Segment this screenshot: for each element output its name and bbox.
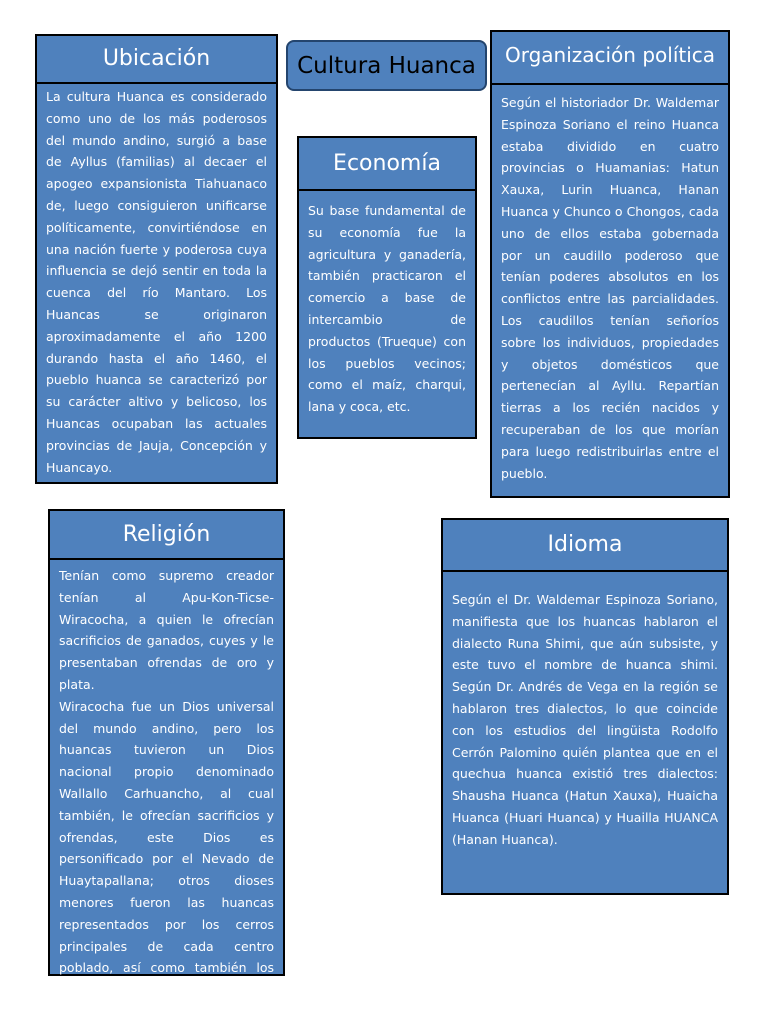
idioma-box [441, 518, 729, 895]
organizacion-box [490, 30, 730, 498]
organizacion-text: Según el historiador Dr. Waldemar Espinoza Soriano el reino Huanca estaba dividido en cuatro provincias o Huamanias: Hatun Xauxa, Lurin Huanca, Hanan Huanca y Chunco o Chongos, cada uno de ellos estaba gobernada por un caudillo poderoso que tenían poderes absolutos en los conflictos entre las parcialidades. Los caudillos tenían señoríos sobre los individuos, propiedades y objetos domésticos que pertenecían al Ayllu. Repartían tierras a los recién nacidos y recuperaban de los que morían para luego redistribuirlas entre el pueblo. [501, 95, 719, 481]
idioma-text: Según el Dr. Waldemar Espinoza Soriano, manifiesta que los huancas hablaron el dialecto Runa Shimi, que aún subsiste, y este tuvo el nombre de huanca shimi. Según Dr. Andrés de Vega en la región se hablaron tres dialectos, lo que coincide con los estudios del lingüista Rodolfo Cerrón Palomino quién plantea que en el quechua huanca existió tres dialectos: Shausha Huanca (Hatun Xauxa), Huaicha Huanca (Huari Huanca) y Huailla HUANCA (Hanan Huanca). [452, 592, 718, 847]
religion-text-1: Tenían como supremo creador tenían al Apu-Kon-Ticse-Wiracocha, a quien le ofrecían sacrificios de ganados, cuyes y le presentaban ofrendas de oro y plata. [59, 568, 274, 692]
economia-heading: Economía [299, 138, 475, 191]
page-title: Cultura Huanca [286, 40, 487, 91]
ubicacion-box [35, 34, 278, 484]
religion-heading: Religión [50, 511, 283, 560]
religion-box [48, 509, 285, 998]
economia-text: Su base fundamental de su economía fue la agricultura y ganadería, también practicaron el comercio a base de intercambio de productos (Trueque) con los pueblos vecinos; como el maíz, charqui, lana y coca, etc. [308, 203, 466, 415]
religion-text-2: Wiracocha fue un Dios universal del mundo andino, pero los huancas tuvieron un Dios nacional propio denominado Wallallo Carhuancho, al cual también, le ofrecían sacrificios y ofrendas, este Dios es personificado por el Nevado de Huaytapallana; otros dioses menores fueron las huancas representados por los cerros principales de cada centro poblado, así como también los manantiales. [59, 698, 274, 998]
idioma-heading: Idioma [443, 520, 727, 572]
organizacion-heading: Organización política [492, 32, 728, 85]
ubicacion-text: La cultura Huanca es considerado como uno de los más poderosos del mundo andino, surgió a base de Ayllus (familias) al decaer el apogeo expansionista Tiahuanaco de, luego consiguieron unificarse políticamente, convirtiéndose en una nación fuerte y poderosa cuya influencia se dejó sentir en toda la cuenca del río Mantaro. Los Huancas se originaron aproximadamente el año 1200 durando hasta el año 1460, el pueblo huanca se caracterizó por su carácter altivo y belicoso, los Huancas ocupaban las actuales provincias de Jauja, Concepción y Huancayo. [46, 89, 267, 475]
ubicacion-heading: Ubicación [37, 36, 276, 84]
economia-box [297, 136, 477, 439]
